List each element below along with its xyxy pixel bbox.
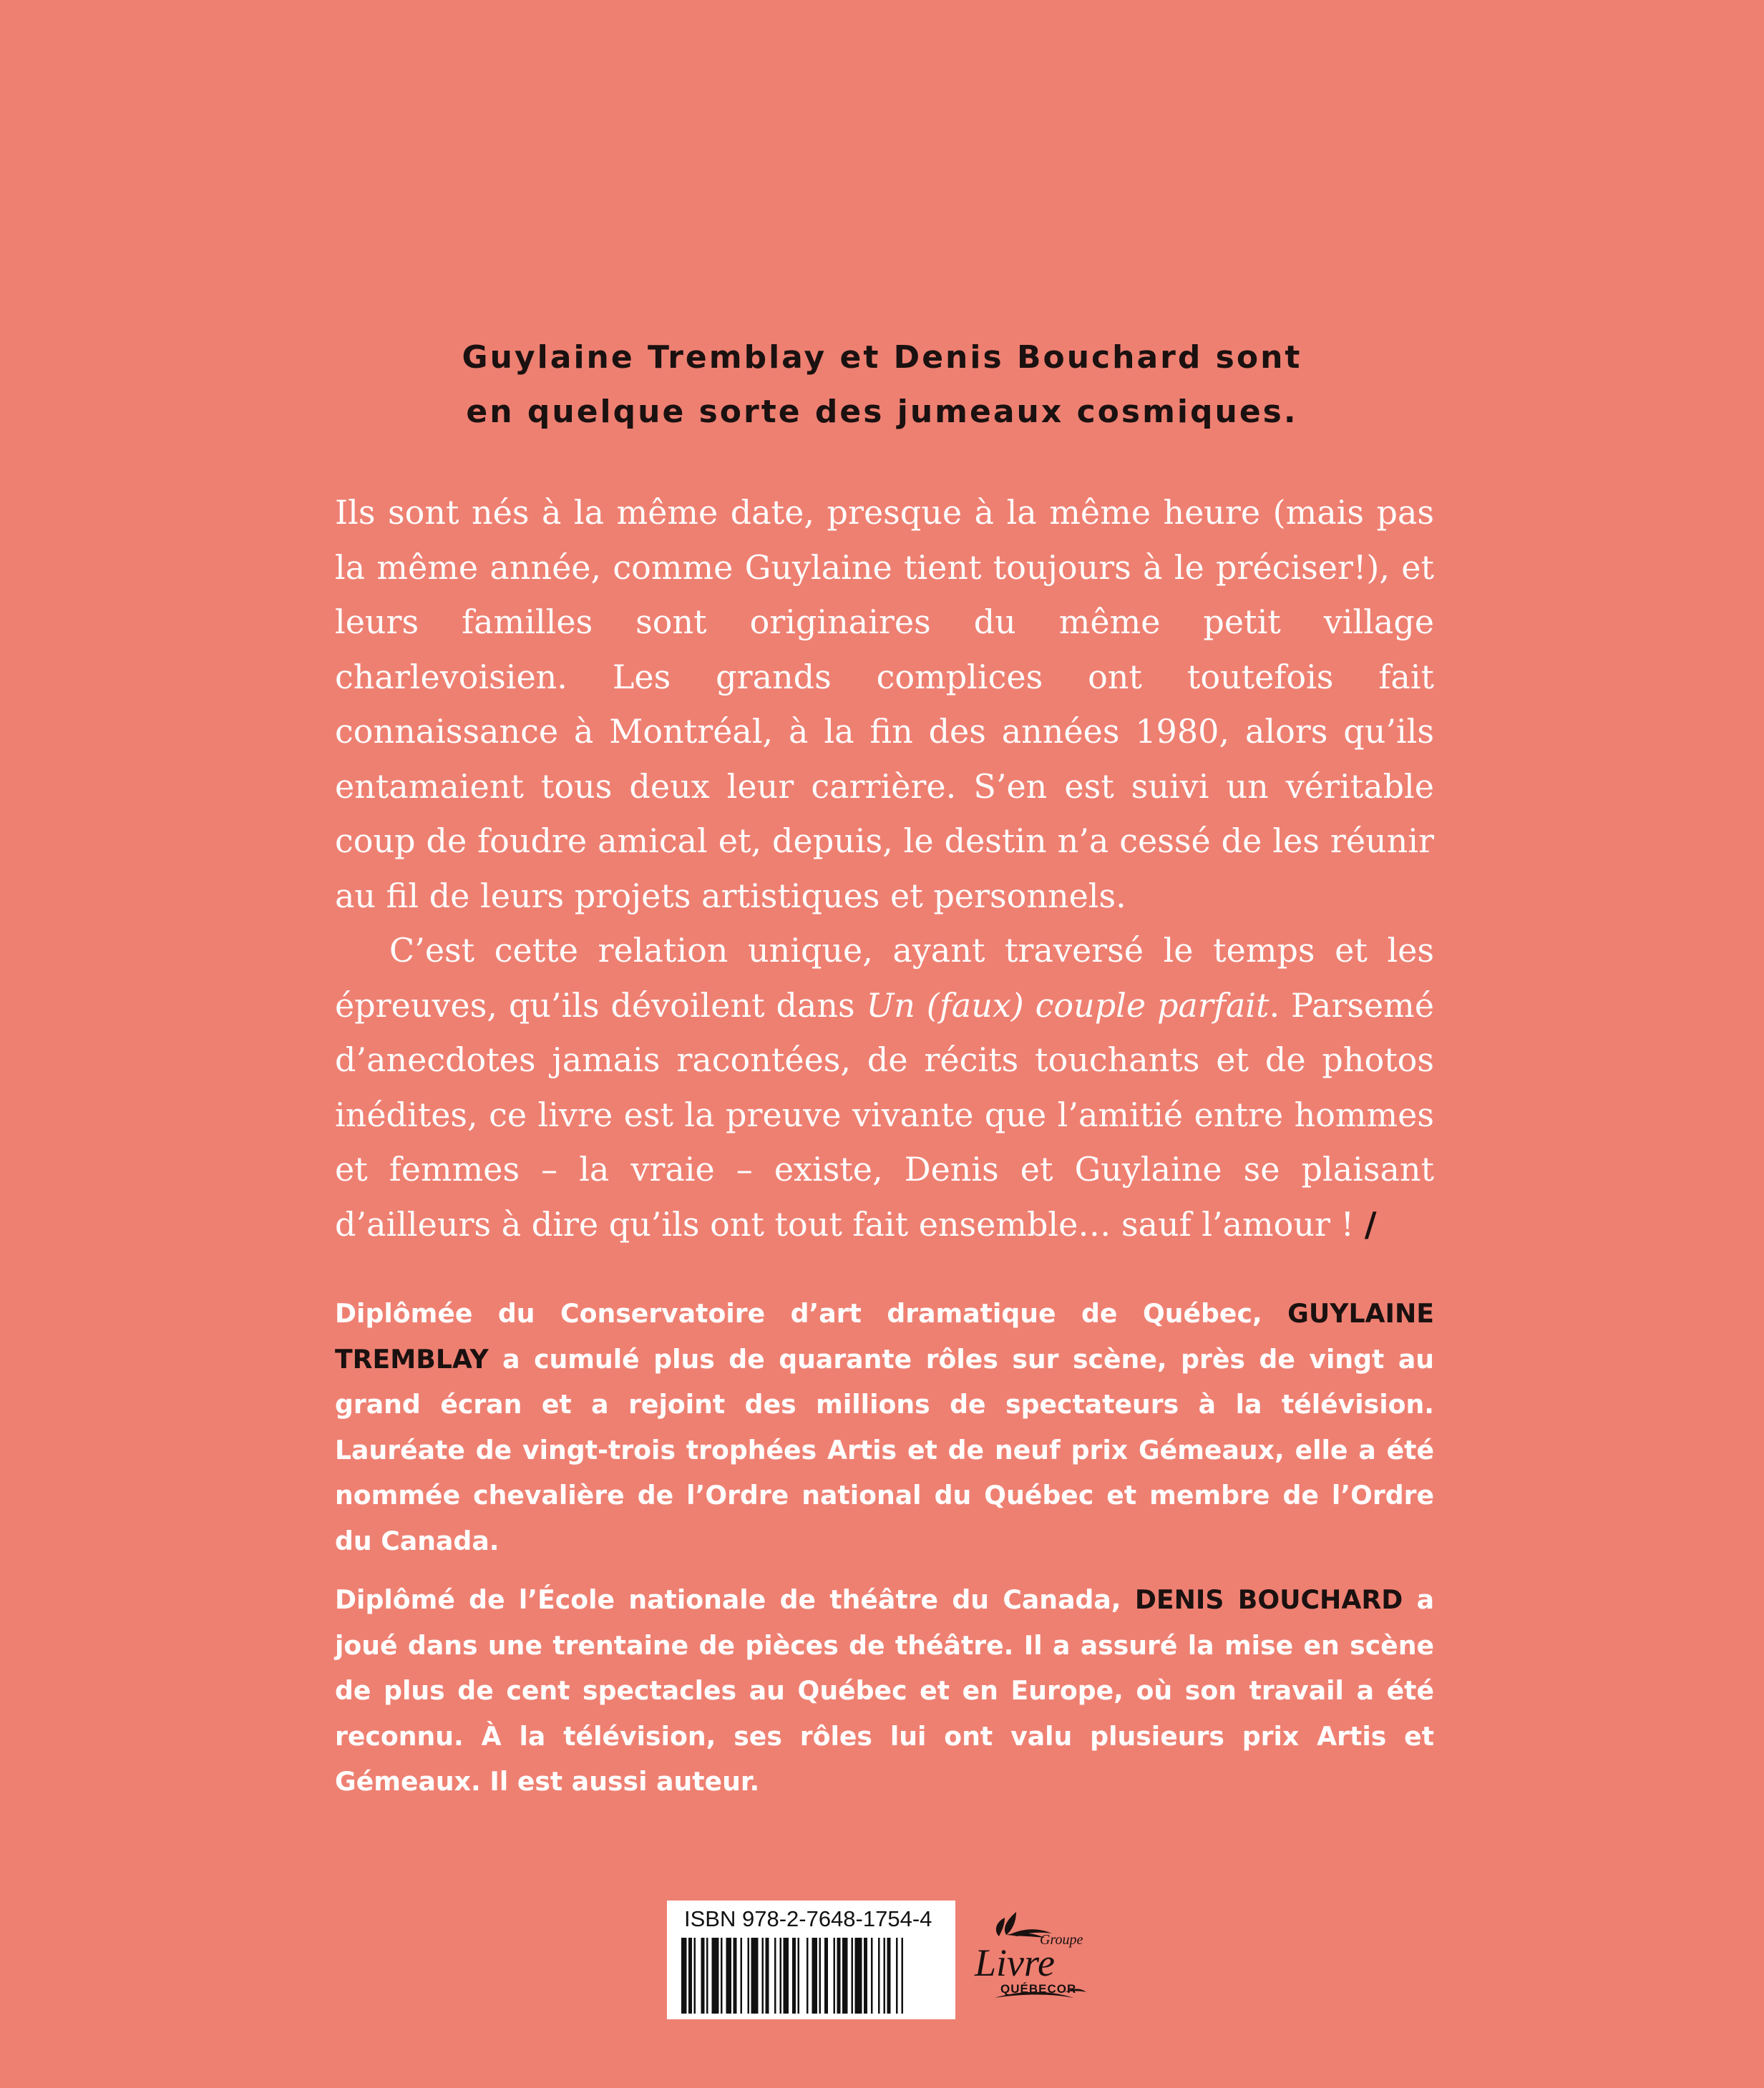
publisher-logo bbox=[973, 1903, 1102, 2011]
barcode-bar bbox=[762, 1938, 764, 2014]
barcode-bar bbox=[902, 1938, 904, 2014]
barcode-bar bbox=[726, 1938, 732, 2014]
bio-denis-after: a joué dans une trentaine de pièces de théâtre. Il a assuré la mise en scène de plus de cent spectacles au Québec et en Europe, où son travail a été reconnu. À la télévision, ses rôles lui ont valu plusieurs prix Artis et Gémeaux. Il est aussi auteur. bbox=[335, 1584, 1434, 1797]
summary-paragraph-1: Ils sont nés à la même date, presque à la même heure (mais pas la même année, comme Guylaine tient toujours à le préciser!), et leurs familles sont originaires du même petit village charlevoisien. Les grands complices ont toutefois fait connaissance à Montréal, à la fin des années 1980, alors qu’ils entamaient tous deux leur carrière. S’en est suivi un véritable coup de foudre amical et, depuis, le destin n’a cessé de les réunir au fil de leurs projets artistiques et personnels. bbox=[335, 493, 1434, 915]
barcode-bar bbox=[780, 1938, 782, 2014]
bio-guylaine-before: Diplômée du Conservatoire d’art dramatique de Québec, bbox=[335, 1298, 1288, 1329]
barcode-bar bbox=[774, 1938, 776, 2014]
logo-quebecor: QUÉBECOR bbox=[1000, 1982, 1077, 1996]
barcode-bar bbox=[884, 1938, 886, 2014]
barcode-bar bbox=[712, 1938, 719, 2014]
bio-guylaine-after: a cumulé plus de quarante rôles sur scène, près de vingt au grand écran et a rejoint des millions de spectateurs à la télévision. Lauréate de vingt-trois trophées Artis et de neuf prix Gémeaux, elle a été nommée chevalière de l’Ordre national du Québec et membre de l’Ordre du Canada. bbox=[335, 1343, 1434, 1556]
barcode-bar bbox=[807, 1938, 809, 2014]
barcode-bar bbox=[706, 1938, 708, 2014]
barcode-bar bbox=[734, 1938, 737, 2014]
barcode-bar bbox=[842, 1938, 848, 2014]
summary-p2-after: . Parsemé d’anecdotes jamais racontées, de récits touchants et de photos inédites, ce livre est la preuve vivante que l’amitié entre hommes et femmes – la vraie – existe, Denis et Guylaine se plaisant d’ailleurs à dire qu’ils ont tout fait ensemble… sauf l’amour ! bbox=[335, 985, 1434, 1244]
barcode-icon bbox=[681, 1938, 941, 2014]
barcode-bar bbox=[701, 1938, 705, 2014]
author-bio-denis bbox=[335, 1577, 1434, 1805]
bio-denis-before: Diplômé de l’École nationale de théâtre du Canada, bbox=[335, 1584, 1135, 1615]
summary-p2-before: C’est cette relation unique, ayant traversé le temps et les épreuves, qu’ils dévoilent dans bbox=[335, 931, 1434, 1025]
barcode-bar bbox=[864, 1938, 867, 2014]
headline-line-2: en quelque sorte des jumeaux cosmiques. bbox=[466, 394, 1298, 430]
back-cover-headline bbox=[0, 331, 1764, 439]
barcode-bar bbox=[688, 1938, 692, 2014]
summary-paragraph-2 bbox=[335, 923, 1434, 1252]
barcode-bar bbox=[896, 1938, 898, 2014]
logo-groupe: Groupe bbox=[1040, 1932, 1083, 1948]
barcode-bar bbox=[741, 1938, 743, 2014]
barcode-bar bbox=[837, 1938, 841, 2014]
barcode-bar bbox=[721, 1938, 723, 2014]
barcode-bar bbox=[855, 1938, 862, 2014]
barcode-bar bbox=[792, 1938, 796, 2014]
barcode-bar bbox=[784, 1938, 789, 2014]
book-title: Un (faux) couple parfait bbox=[866, 985, 1270, 1025]
author-bio-guylaine bbox=[335, 1291, 1434, 1564]
barcode-bar bbox=[751, 1938, 759, 2014]
barcode-bar bbox=[681, 1938, 687, 2014]
barcode-bar bbox=[694, 1938, 696, 2014]
barcode-bar bbox=[766, 1938, 769, 2014]
author-name-denis: DENIS BOUCHARD bbox=[1134, 1584, 1403, 1615]
barcode-bar bbox=[798, 1938, 800, 2014]
isbn-barcode-box bbox=[667, 1901, 955, 2019]
barcode-bar bbox=[887, 1938, 891, 2014]
barcode-bar bbox=[878, 1938, 880, 2014]
author-name-guylaine: GUYLAINE TREMBLAY bbox=[335, 1298, 1434, 1375]
barcode-bar bbox=[834, 1938, 836, 2014]
logo-livre: Livre bbox=[975, 1941, 1055, 1984]
barcode-bar bbox=[871, 1938, 873, 2014]
barcode-bar bbox=[812, 1938, 818, 2014]
isbn-label: ISBN 978-2-7648-1754-4 bbox=[684, 1906, 932, 1931]
barcode-bar bbox=[824, 1938, 828, 2014]
end-mark: / bbox=[1364, 1204, 1377, 1244]
book-summary bbox=[335, 485, 1434, 1252]
barcode-bar bbox=[819, 1938, 822, 2014]
barcode-bar bbox=[852, 1938, 854, 2014]
barcode-bar bbox=[748, 1938, 750, 2014]
headline-line-1: Guylaine Tremblay et Denis Bouchard sont bbox=[462, 339, 1302, 376]
